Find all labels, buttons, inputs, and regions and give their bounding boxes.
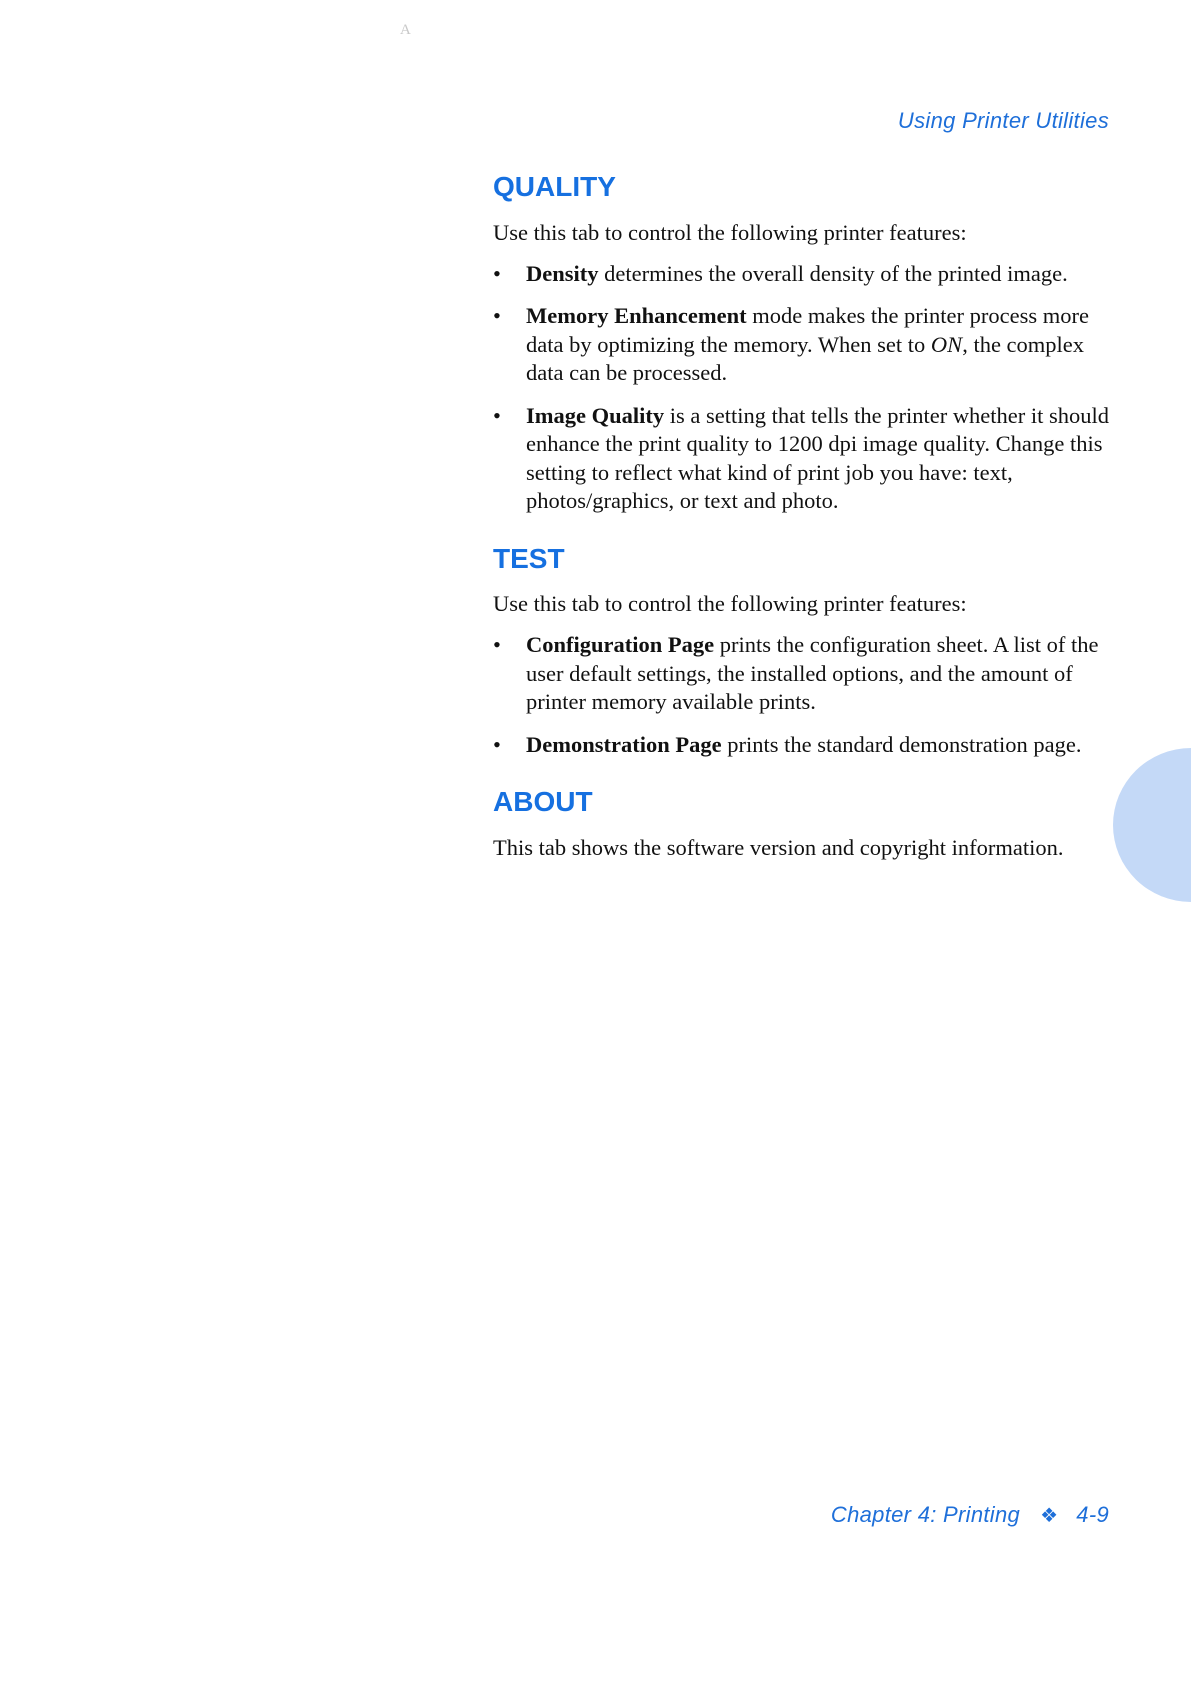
list-item [493, 731, 1113, 760]
section-heading-test: TEST [493, 542, 565, 574]
feature-term: Configuration Page [526, 632, 715, 658]
feature-description: is a setting that tells the printer whether it should enhance the print quality to 1200 dpi image quality. Change this setting to reflect what kind of print job you have: text, photos/graphics, or text and photo. [526, 402, 1110, 514]
list-item [493, 631, 1113, 717]
page-number: 4-9 [1076, 1502, 1109, 1527]
feature-term: Image Quality [526, 402, 665, 428]
chapter-side-tab [1113, 748, 1191, 902]
bullet-icon: • [493, 402, 501, 428]
feature-list-quality [493, 260, 1113, 516]
section-about [493, 785, 1113, 862]
feature-term: Memory Enhancement [526, 303, 747, 329]
bullet-icon: • [493, 260, 501, 286]
feature-emphasis: ON [930, 331, 963, 357]
feature-description: mode makes the printer process more data by optimizing the memory. When set to [526, 303, 1089, 357]
page-content [493, 170, 1113, 888]
bullet-icon: • [493, 632, 501, 658]
section-intro-test: Use this tab to control the following printer features: [493, 591, 967, 617]
section-intro-quality: Use this tab to control the following printer features: [493, 219, 967, 245]
list-item [493, 302, 1113, 388]
footer-chapter: Chapter 4: Printing [830, 1502, 1021, 1527]
feature-term: Demonstration Page [526, 731, 722, 757]
running-header: Using Printer Utilities [897, 108, 1109, 133]
bullet-icon: • [493, 731, 501, 757]
running-footer [831, 1502, 1109, 1528]
section-heading-quality: QUALITY [493, 171, 616, 202]
feature-description: , the complex data can be processed. [526, 331, 1085, 386]
section-heading-about: ABOUT [493, 786, 593, 818]
feature-description: prints the configuration sheet. A list of the user default settings, the installed options, and the amount of printer memory available prints. [526, 632, 1099, 715]
section-intro-about: This tab shows the software version and copyright information. [493, 834, 1064, 860]
bullet-icon: • [493, 303, 501, 329]
feature-term: Density [526, 260, 599, 286]
feature-description: determines the overall density of the printed image. [598, 260, 1068, 286]
corner-mark: A [400, 22, 411, 38]
section-test [493, 542, 1113, 760]
list-item [493, 260, 1113, 289]
feature-description: prints the standard demonstration page. [721, 731, 1082, 757]
diamond-separator-icon: ❖ [1040, 1505, 1059, 1527]
list-item [493, 402, 1113, 516]
feature-list-test [493, 631, 1113, 759]
section-quality [493, 170, 1113, 516]
